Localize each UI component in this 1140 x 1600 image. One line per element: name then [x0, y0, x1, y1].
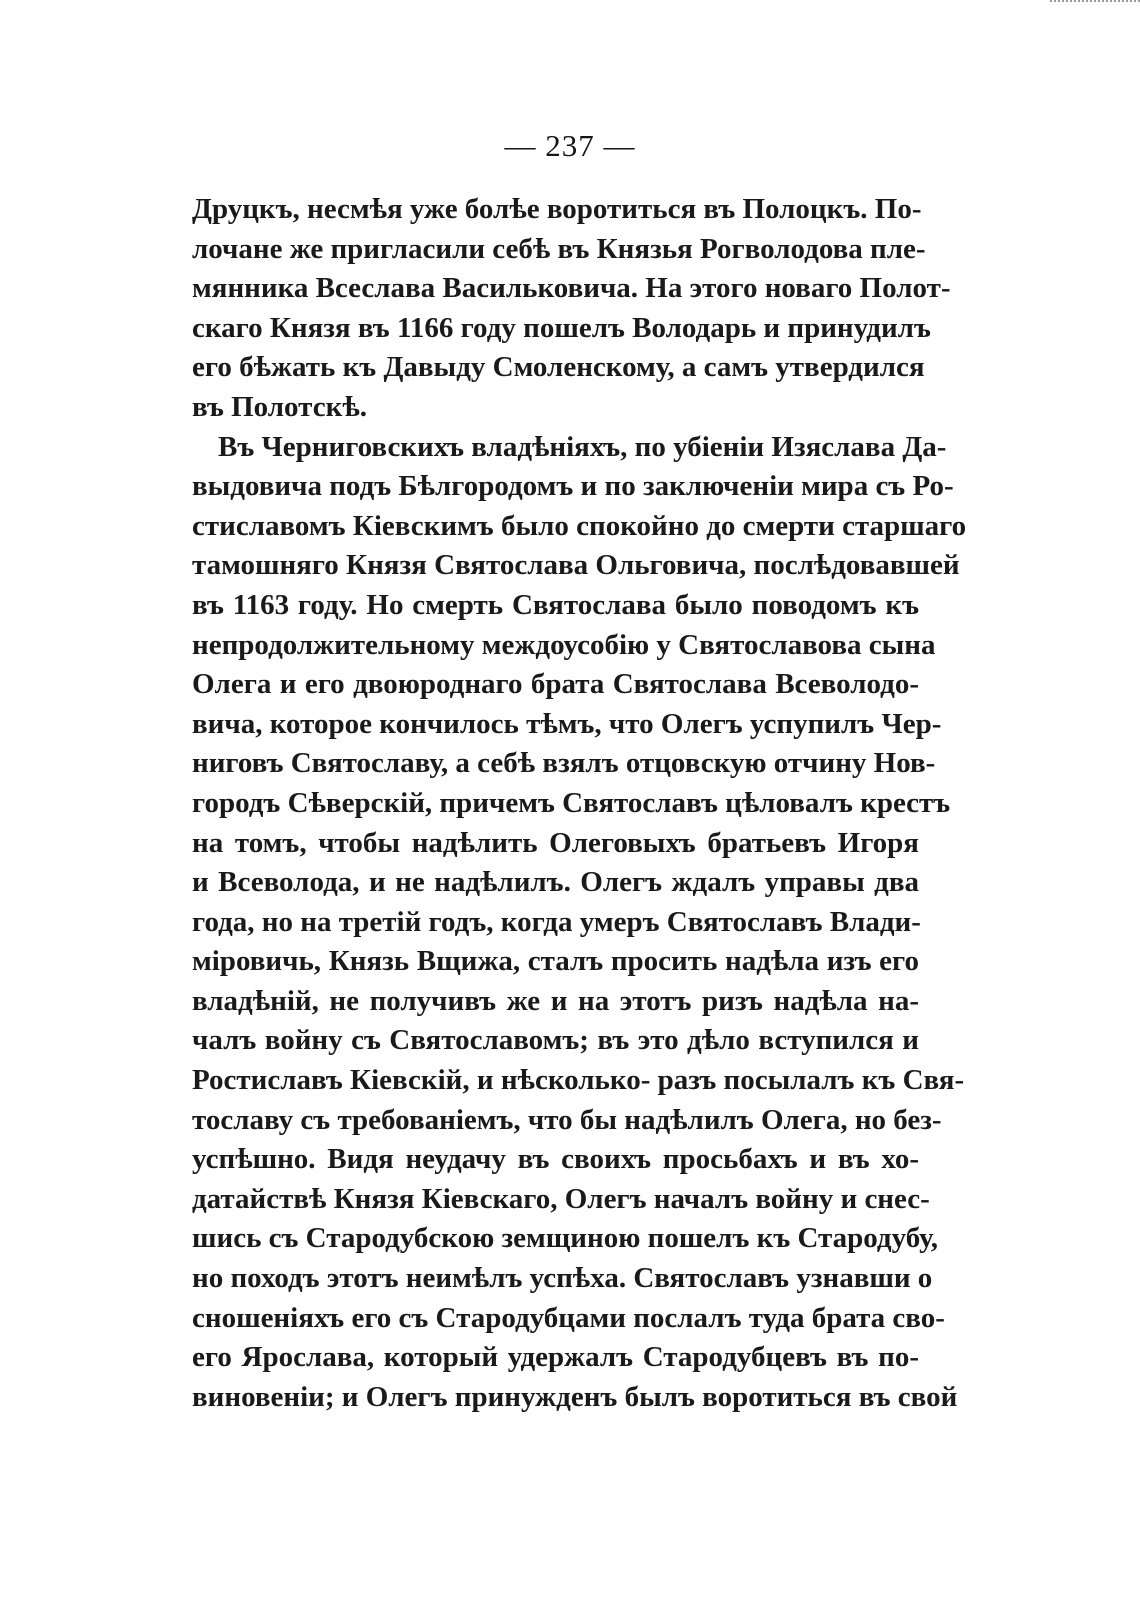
text-line: вича, которое кончилось тѣмъ, что Олегъ успупилъ Чер-: [192, 707, 942, 740]
text-line: тославу съ требованіемъ, что бы надѣлилъ Олега, но без-: [192, 1103, 942, 1136]
text-line: непродолжительному междоусобію у Святославова сына: [192, 628, 936, 661]
text-line: городъ Сѣверскій, причемъ Святославъ цѣловалъ крестъ: [192, 786, 951, 819]
text-line: ниговъ Святославу, а себѣ взялъ отцовскую отчину Нов-: [192, 747, 936, 780]
scan-artifact: [1050, 0, 1140, 6]
text-line: виновеніи; и Олегъ принужденъ былъ воротиться въ свой: [192, 1380, 958, 1413]
text-line: владѣній, не получивъ же и на этотъ ризъ надѣла на-: [192, 984, 919, 1017]
text-line: датайствѣ Князя Кіевскаго, Олегъ началъ войну и снес-: [192, 1182, 930, 1215]
text-line: его бѣжать къ Давыду Смоленскому, а самъ утвердился: [192, 351, 925, 384]
page-number: — 237 —: [504, 128, 636, 163]
text-line: выдовича подъ Бѣлгородомъ и по заключеніи мира съ Ро-: [192, 470, 954, 503]
text-line: шись съ Стародубскою земщиною пошелъ къ Стародубу,: [192, 1222, 938, 1255]
text-line: Ростиславъ Кіевскій, и нѣсколько- разъ посылалъ къ Свя-: [192, 1064, 965, 1097]
text-line: чалъ войну съ Святославомъ; въ это дѣло вступился и: [192, 1024, 919, 1057]
text-line: но походъ этотъ неимѣлъ успѣха. Святославъ узнавши о: [192, 1262, 933, 1295]
text-line: мянника Всеслава Васильковича. На этого новаго Полот-: [192, 272, 951, 305]
text-line: міровичь, Князь Вщижа, сталъ просить надѣла изъ его: [192, 945, 919, 978]
body-text: [192, 190, 967, 1417]
text-line: на томъ, чтобы надѣлить Олеговыхъ братьевъ Игоря: [192, 826, 919, 859]
text-line: стиславомъ Кіевскимъ было спокойно до смерти старшаго: [192, 509, 967, 542]
text-line: въ Полотскѣ.: [192, 390, 367, 423]
text-line: Друцкъ, несмѣя уже болѣе воротиться въ Полоцкъ. По-: [192, 193, 922, 225]
text-line: года, но на третій годъ, когда умеръ Святославъ Влади-: [192, 905, 921, 938]
text-line: его Ярослава, который удержалъ Стародубцевъ въ по-: [192, 1341, 919, 1374]
text-line: тамошняго Князя Святослава Ольговича, послѣдовавшей: [192, 549, 960, 582]
text-line: Олега и его двоюроднаго брата Святослава Всеволодо-: [192, 668, 919, 701]
text-line: лочане же пригласили себѣ въ Князья Рогволодова пле-: [192, 232, 926, 265]
text-line: сношеніяхъ его съ Стародубцами послалъ туда брата сво-: [192, 1301, 945, 1334]
text-line: въ 1163 году. Но смерть Святослава было поводомъ къ: [192, 588, 919, 621]
text-line: и Всеволода, и не надѣлилъ. Олегъ ждалъ управы два: [192, 866, 919, 899]
text-line: скаго Князя въ 1166 году пошелъ Володарь и принудилъ: [192, 311, 931, 344]
text-line: успѣшно. Видя неудачу въ своихъ просьбахъ и въ хо-: [192, 1143, 919, 1176]
text-line: Въ Черниговскихъ владѣніяхъ, по убіеніи Изяслава Да-: [218, 430, 947, 463]
